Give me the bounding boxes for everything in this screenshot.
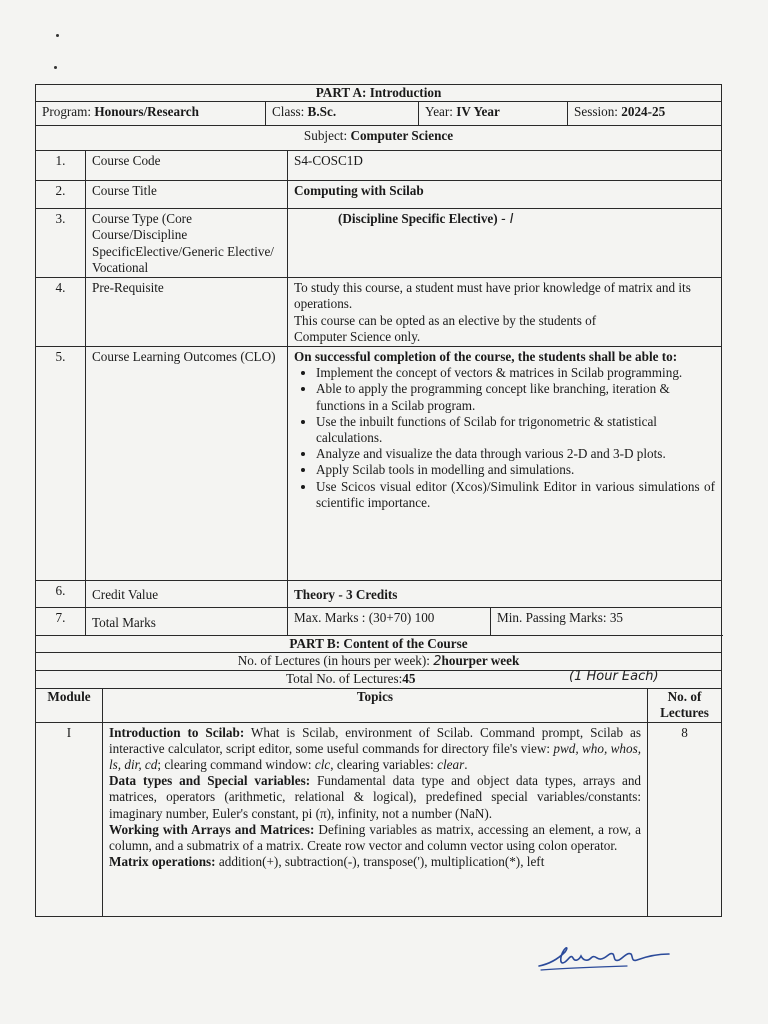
row-number: 5. [36,347,86,581]
clo-item: • Use the inbuilt functions of Scilab for trigonometric & statistical calculations. [316,414,715,446]
session-cell: Session: 2024-25 [568,102,722,126]
prerequisite-label: Pre-Requisite [86,278,288,347]
course-type-value: (Discipline Specific Elective) - I [288,209,722,278]
col-module-header: Module [36,688,103,722]
syllabus-document [35,84,721,917]
module-lectures: 8 [648,722,722,916]
course-title-value: Computing with Scilab [288,181,722,209]
year-cell: Year: IV Year [419,102,568,126]
clo-value [288,347,722,581]
clo-item: • Implement the concept of vectors & matrices in Scilab programming. [316,365,715,381]
topic-paragraph: Data types and Special variables: Fundamental data type and object data types, arrays and matrices, operators (arithmetic, relational & logical), predefined special variables/constants: imaginary number, Euler's constant, pi (π), infinity, not a number (NaN). [109,773,642,821]
part-b-table [35,635,722,917]
scan-speck [54,66,57,69]
row-number: 1. [36,151,86,181]
prerequisite-line: This course can be opted as an elective by the students of Computer Science only. [294,312,597,344]
total-marks-label: Total Marks [86,608,288,636]
prerequisite-line: To study this course, a student must have prior knowledge of matrix and its operations. [294,280,691,312]
clo-item: • Apply Scilab tools in modelling and simulations. [316,462,715,478]
lectures-per-week: No. of Lectures (in hours per week): 2hourper week [36,653,722,671]
max-marks: Max. Marks : (30+70) 100 [288,608,491,636]
prerequisite-value [288,278,722,347]
total-lectures: Total No. of Lectures:45 (1 Hour Each) [36,671,722,688]
row-number: 4. [36,278,86,347]
part-a-title: PART A: Introduction [36,85,722,102]
clo-item: • Analyze and visualize the data through various 2-D and 3-D plots. [316,446,715,462]
min-marks: Min. Passing Marks: 35 [491,608,722,636]
clo-item: • Able to apply the programming concept like branching, iteration & functions in a Scilab program. [316,381,715,413]
row-number: 3. [36,209,86,278]
subject-cell: Subject: Computer Science [36,126,722,151]
credit-value: Theory - 3 Credits [288,581,722,608]
clo-intro: On successful completion of the course, the students shall be able to: [294,349,678,365]
credit-label: Credit Value [86,581,288,608]
module-topics [103,722,648,916]
course-code-value: S4-COSC1D [288,151,722,181]
course-code-label: Course Code [86,151,288,181]
row-number: 6. [36,581,86,608]
course-title-label: Course Title [86,181,288,209]
handwritten-hours: 2 [433,654,442,670]
col-topics-header: Topics [103,688,648,722]
clo-list [294,365,715,511]
course-type-label: Course Type (Core Course/Discipline SpecificElective/Generic Elective/ Vocational [86,209,288,278]
topic-paragraph: Matrix operations: addition(+), subtraction(-), transpose('), multiplication(*), left [109,854,545,870]
topic-paragraph: Working with Arrays and Matrices: Defining variables as matrix, accessing an element, a row, a column, and a submatrix of a matrix. Create row vector and column vector using colon operator. [109,821,641,854]
module-id: I [36,722,103,916]
clo-item: • Use Scicos visual editor (Xcos)/Simulink Editor in various simulations of scientific importance. [316,479,715,511]
handwritten-note: - I [500,212,514,228]
scan-speck [56,34,59,37]
program-cell: Program: Honours/Research [36,102,266,126]
clo-label: Course Learning Outcomes (CLO) [86,347,288,581]
part-b-title: PART B: Content of the Course [36,636,722,653]
row-number: 7. [36,608,86,636]
row-number: 2. [36,181,86,209]
part-a-table [35,84,722,636]
topic-paragraph: Introduction to Scilab: What is Scilab, environment of Scilab. Command prompt, Scilab as interactive calculator, script editor, some useful commands for directory file's view: pwd, who, whos, ls, dir, cd; clearing command window: clc, clearing variables: clear. [109,724,641,773]
col-lectures-header: No. of Lectures [648,688,722,722]
handwritten-hour-each: (1 Hour Each) [569,669,659,685]
signature [535,940,675,980]
class-cell: Class: B.Sc. [266,102,419,126]
